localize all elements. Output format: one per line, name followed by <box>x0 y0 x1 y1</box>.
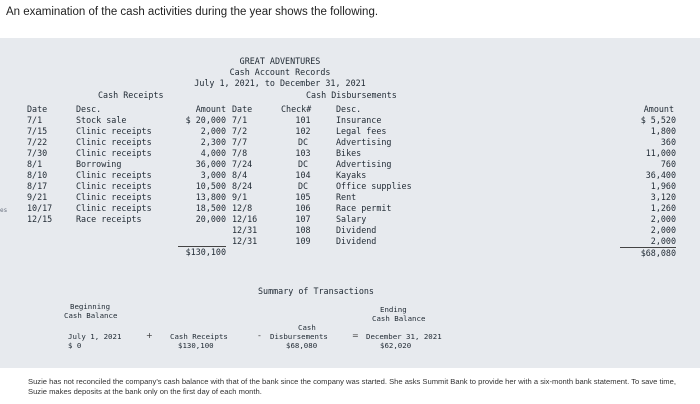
disb-amount: 11,000 <box>645 148 676 158</box>
disb-amount: 36,400 <box>645 170 676 180</box>
receipt-desc: Clinic receipts <box>76 148 152 158</box>
receipt-desc: Clinic receipts <box>76 137 152 147</box>
receipt-amount: 18,500 <box>195 203 226 213</box>
receipt-date: 8/17 <box>27 181 48 191</box>
disb-date: 7/8 <box>232 148 248 158</box>
disb-amount: 2,000 <box>650 236 676 246</box>
footer-paragraph: Suzie has not reconciled the company's cash balance with that of the bank since the company was started. She asks Summit Bank to provide her with a six-month bank statement. To save time, Suzie makes deposits at the bank only on the first day of each month. <box>28 377 676 396</box>
company-name: GREAT ADVENTURES <box>239 56 321 66</box>
ending-label-2: Cash Balance <box>372 314 426 323</box>
disb-date: 8/24 <box>232 181 253 191</box>
disb-desc: Dividend <box>336 236 377 246</box>
beginning-label-2: Cash Balance <box>64 311 118 320</box>
receipts-title: Cash Receipts <box>98 90 164 100</box>
receipt-amount: 10,500 <box>195 181 226 191</box>
disb-amount: 1,260 <box>650 203 676 213</box>
receipt-amount: 13,800 <box>195 192 226 202</box>
summary-receipts-label: Cash Receipts <box>170 332 228 341</box>
disb-desc: Race permit <box>336 203 392 213</box>
disbursements-title: Cash Disbursements <box>306 90 397 100</box>
receipt-date: 7/15 <box>27 126 48 136</box>
receipt-date: 12/15 <box>27 214 53 224</box>
receipts-header-desc: Desc. <box>76 104 102 114</box>
receipt-desc: Clinic receipts <box>76 203 152 213</box>
disb-check: 107 <box>295 214 311 224</box>
disb-amount: 1,800 <box>650 126 676 136</box>
receipt-amount: $ 20,000 <box>185 115 226 125</box>
disb-amount: 2,000 <box>650 225 676 235</box>
disbursements-total: $68,080 <box>620 247 676 258</box>
receipt-amount: 36,000 <box>195 159 226 169</box>
equals-sign: = <box>352 331 359 340</box>
disb-amount: 3,120 <box>650 192 676 202</box>
disb-header-amount: Amount <box>643 104 674 114</box>
disb-check: 102 <box>295 126 311 136</box>
summary-disb-label-2: Disbursements <box>270 332 328 341</box>
ending-label-1: Ending <box>380 305 407 314</box>
ending-value: $62,020 <box>380 341 412 350</box>
disb-desc: Salary <box>336 214 367 224</box>
ending-date: December 31, 2021 <box>366 332 442 341</box>
receipt-amount: 3,000 <box>200 170 226 180</box>
disb-date: 7/24 <box>232 159 253 169</box>
disb-desc: Dividend <box>336 225 377 235</box>
disb-date: 12/8 <box>232 203 253 213</box>
receipt-amount: 2,000 <box>200 126 226 136</box>
receipt-desc: Stock sale <box>76 115 127 125</box>
receipt-date: 7/30 <box>27 148 48 158</box>
disb-desc: Kayaks <box>336 170 367 180</box>
disb-date: 7/1 <box>232 115 248 125</box>
receipt-desc: Clinic receipts <box>76 181 152 191</box>
document-subtitle: Cash Account Records <box>229 67 331 77</box>
disb-check: 106 <box>295 203 311 213</box>
disb-desc: Advertising <box>336 137 392 147</box>
receipt-amount: 20,000 <box>195 214 226 224</box>
summary-title: Summary of Transactions <box>258 286 374 296</box>
disb-header-check: Check# <box>281 104 312 114</box>
beginning-label-1: Beginning <box>70 302 111 311</box>
summary-disb-label-1: Cash <box>298 323 316 332</box>
intro-text: An examination of the cash activities during the year shows the following. <box>6 6 379 18</box>
disb-desc: Insurance <box>336 115 382 125</box>
disb-desc: Rent <box>336 192 357 202</box>
disb-check: DC <box>297 137 309 147</box>
receipt-date: 7/1 <box>27 115 43 125</box>
receipts-header-date: Date <box>27 104 48 114</box>
disb-amount: 1,960 <box>650 181 676 191</box>
disb-amount: $ 5,520 <box>640 115 676 125</box>
receipt-date: 10/17 <box>27 203 53 213</box>
receipts-header-amount: Amount <box>195 104 226 114</box>
disb-amount: 760 <box>660 159 676 169</box>
disb-desc: Legal fees <box>336 126 387 136</box>
beginning-date: July 1, 2021 <box>68 332 122 341</box>
disb-desc: Advertising <box>336 159 392 169</box>
receipt-date: 7/22 <box>27 137 48 147</box>
disb-date: 7/7 <box>232 137 248 147</box>
disb-date: 9/1 <box>232 192 248 202</box>
receipt-desc: Borrowing <box>76 159 122 169</box>
disb-check: DC <box>297 181 309 191</box>
receipt-date: 8/1 <box>27 159 43 169</box>
receipts-total: $130,100 <box>178 246 226 257</box>
disb-check: 103 <box>295 148 311 158</box>
disb-date: 12/16 <box>232 214 258 224</box>
plus-sign: + <box>146 331 153 340</box>
receipt-date: 9/21 <box>27 192 48 202</box>
receipt-desc: Race receipts <box>76 214 142 224</box>
document-period: July 1, 2021, to December 31, 2021 <box>194 78 366 88</box>
disb-amount: 2,000 <box>650 214 676 224</box>
disb-check: DC <box>297 159 309 169</box>
receipt-date: 8/10 <box>27 170 48 180</box>
disb-check: 105 <box>295 192 311 202</box>
disb-date: 7/2 <box>232 126 248 136</box>
summary-receipts-value: $130,100 <box>178 341 214 350</box>
disb-desc: Bikes <box>336 148 362 158</box>
receipt-amount: 4,000 <box>200 148 226 158</box>
receipt-amount: 2,300 <box>200 137 226 147</box>
receipt-desc: Clinic receipts <box>76 192 152 202</box>
minus-sign: - <box>258 331 261 340</box>
summary-disb-value: $68,080 <box>286 341 318 350</box>
disb-amount: 360 <box>660 137 676 147</box>
disb-check: 104 <box>295 170 311 180</box>
disb-check: 109 <box>295 236 311 246</box>
disb-desc: Office supplies <box>336 181 412 191</box>
receipt-desc: Clinic receipts <box>76 126 152 136</box>
receipt-desc: Clinic receipts <box>76 170 152 180</box>
disb-date: 12/31 <box>232 236 258 246</box>
disb-check: 101 <box>295 115 311 125</box>
side-mark: es <box>0 207 8 214</box>
cash-records-document <box>0 38 700 368</box>
disb-header-date: Date <box>232 104 253 114</box>
disb-date: 12/31 <box>232 225 258 235</box>
disb-check: 108 <box>295 225 311 235</box>
disb-header-desc: Desc. <box>336 104 362 114</box>
beginning-value: $ 0 <box>68 341 82 350</box>
disb-date: 8/4 <box>232 170 248 180</box>
